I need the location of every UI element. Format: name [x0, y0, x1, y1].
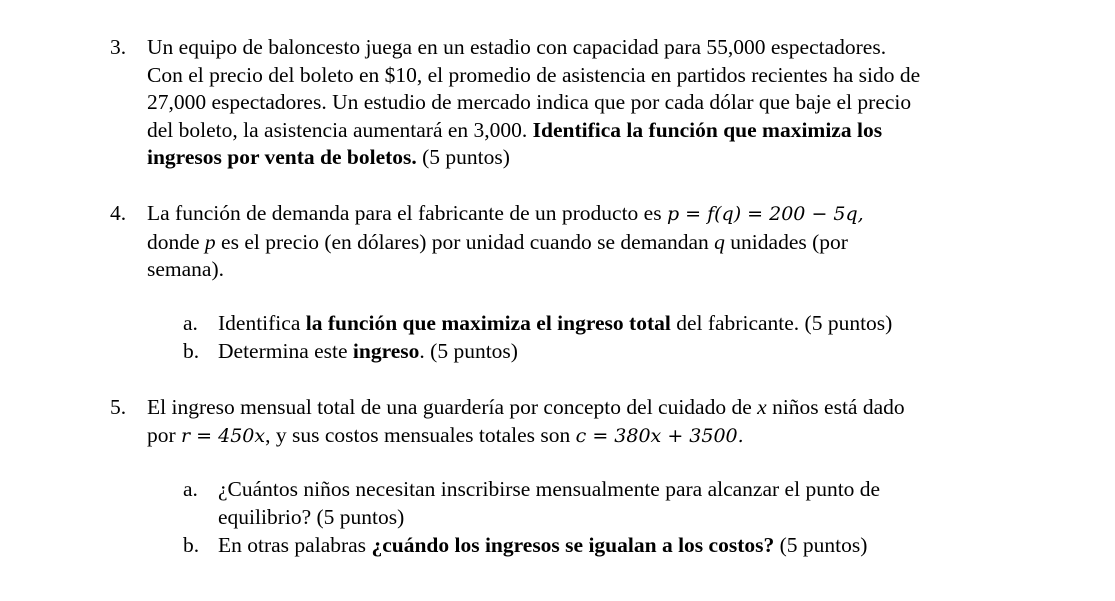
text-run: donde	[147, 229, 205, 254]
text-run: El ingreso mensual total de una guardería por concepto del cuidado de	[147, 395, 758, 419]
part-label: b.	[183, 533, 200, 557]
text-run: , y sus costos mensuales totales son	[265, 422, 576, 447]
text-run: La función de demanda para el fabricante de un producto es	[147, 201, 667, 225]
question-text	[147, 200, 1070, 284]
question-5	[110, 394, 1070, 450]
variable-p: p	[204, 229, 216, 254]
question-5-part-b	[183, 532, 1063, 560]
text-run: (5 puntos)	[774, 533, 868, 557]
text-run: . (5 puntos)	[419, 339, 518, 363]
question-3	[110, 34, 1070, 172]
text-line	[147, 200, 1070, 229]
part-text	[218, 310, 1063, 338]
part-text	[218, 532, 1063, 560]
text-run: Determina este	[218, 339, 353, 363]
text-line	[147, 229, 1070, 257]
text-line: ¿Cuántos niños necesitan inscribirse mensualmente para alcanzar el punto de	[218, 477, 881, 501]
text-line	[147, 422, 1070, 451]
question-number: 5.	[110, 395, 127, 419]
part-text	[218, 338, 1063, 366]
cost-equation: c = 380x + 3500.	[575, 424, 744, 447]
question-5-part-a	[183, 476, 1063, 531]
text-line	[147, 394, 1070, 422]
revenue-equation: r = 450x	[181, 424, 266, 447]
text-run: del boleto, la asistencia aumentará en 3,000.	[147, 117, 533, 142]
text-run: niños está dado	[766, 395, 905, 419]
text-line	[147, 117, 1070, 145]
text-run: (5 puntos)	[416, 145, 510, 169]
text-run: unidades (por	[724, 229, 848, 254]
bold-run: ingresos por venta de boletos.	[147, 145, 417, 169]
part-label: a.	[183, 311, 198, 335]
question-4-part-a	[183, 310, 1063, 338]
question-number: 3.	[110, 35, 127, 59]
text-line: Un equipo de baloncesto juega en un estadio con capacidad para 55,000 espectadores.	[147, 35, 887, 59]
text-run: del fabricante. (5 puntos)	[670, 311, 893, 335]
variable-x: x	[757, 395, 767, 419]
text-run: En otras palabras	[218, 533, 372, 557]
text-run: por	[147, 422, 182, 447]
text-line: Con el precio del boleto en $10, el promedio de asistencia en partidos recientes ha sido de	[147, 62, 921, 87]
demand-equation: p = f(q) = 200 − 5q,	[666, 203, 864, 225]
question-number: 4.	[110, 201, 127, 225]
bold-run: la función que maximiza el ingreso total	[305, 311, 671, 335]
text-line	[218, 338, 1063, 366]
bold-run: Identifica la función que maximiza los	[532, 117, 883, 142]
question-4	[110, 200, 1070, 284]
question-4-part-b	[183, 338, 1063, 366]
part-label: a.	[183, 477, 198, 501]
text-line: equilibrio? (5 puntos)	[218, 504, 405, 529]
part-label: b.	[183, 339, 200, 363]
question-text	[147, 34, 1070, 172]
part-text	[218, 476, 1063, 531]
variable-q: q	[714, 229, 725, 254]
text-run: es el precio (en dólares) por unidad cuando se demandan	[215, 229, 715, 254]
bold-run: ¿cuándo los ingresos se igualan a los costos?	[371, 533, 775, 557]
question-text	[147, 394, 1070, 450]
text-line	[147, 144, 1070, 172]
text-line	[218, 310, 1063, 338]
bold-run: ingreso	[352, 339, 420, 363]
text-line	[218, 532, 1063, 560]
text-line: semana).	[147, 257, 225, 281]
text-run: Identifica	[218, 311, 306, 335]
text-line: 27,000 espectadores. Un estudio de mercado indica que por cada dólar que baje el precio	[147, 90, 912, 114]
